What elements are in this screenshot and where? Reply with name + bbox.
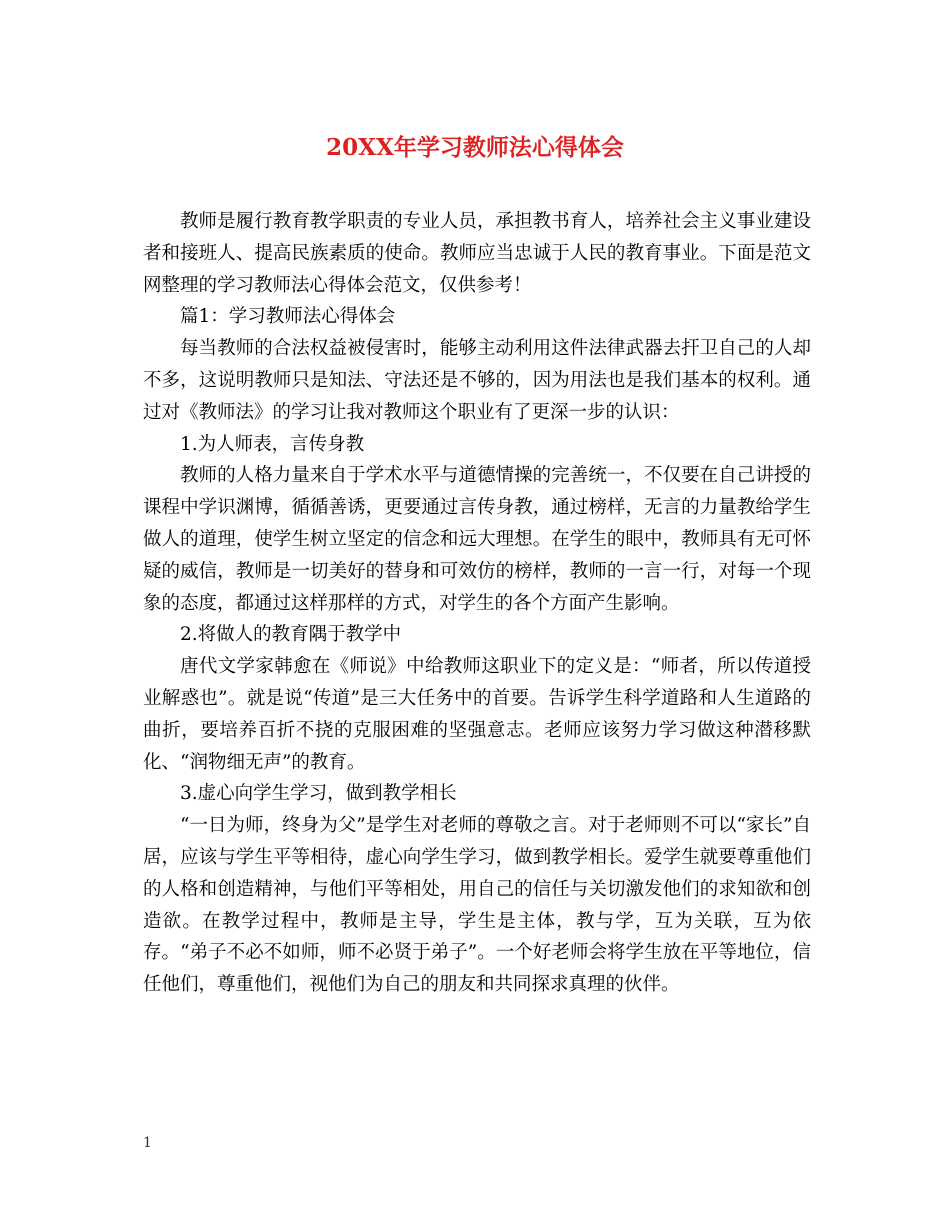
section-heading: 篇1：学习教师法心得体会	[180, 306, 396, 328]
document-body	[143, 206, 811, 1001]
numbered-heading: 2.将做人的教育隅于教学中	[180, 624, 402, 646]
document-title: 20XX年学习教师法心得体会	[326, 134, 624, 161]
page-number: 1	[143, 1135, 152, 1151]
body-paragraph: 唐代文学家韩愈在《师说》中给教师这职业下的定义是：“师者，所以传道授业解惑也”。就是说“传道”是三大任务中的首要。告诉学生科学道路和人生道路的曲折，要培养百折不挠的克服困难的坚强意志。老师应该努力学习做这种潜移默化、“润物细无声”的教育。	[143, 656, 811, 773]
intro-paragraph: 教师是履行教育教学职责的专业人员，承担教书育人，培养社会主义事业建设者和接班人、提高民族素质的使命。教师应当忠诚于人民的教育事业。下面是范文网整理的学习教师法心得体会范文，仅供参考！	[143, 211, 811, 296]
body-paragraph: “一日为师，终身为父”是学生对老师的尊敬之言。对于老师则不可以“家长”自居，应该与学生平等相待，虚心向学生学习，做到教学相长。爱学生就要尊重他们的人格和创造精神，与他们平等相处，用自己的信任与关切激发他们的求知欲和创造欲。在教学过程中，教师是主导，学生是主体，教与学，互为关联，互为依存。“弟子不必不如师，师不必贤于弟子”。一个好老师会将学生放在平等地位，信任他们，尊重他们，视他们为自己的朋友和共同探求真理的伙伴。	[143, 815, 811, 996]
numbered-heading: 1.为人师表，言传身教	[180, 433, 365, 455]
body-paragraph: 教师的人格力量来自于学术水平与道德情操的完善统一，不仅要在自己讲授的课程中学识渊博，循循善诱，更要通过言传身教，通过榜样，无言的力量教给学生做人的道理，使学生树立坚定的信念和远大理想。在学生的眼中，教师具有无可怀疑的威信，教师是一切美好的替身和可效仿的榜样，教师的一言一行，对每一个现象的态度，都通过这样那样的方式，对学生的各个方面产生影响。	[143, 465, 811, 614]
body-paragraph: 每当教师的合法权益被侵害时，能够主动利用这件法律武器去扞卫自己的人却不多，这说明教师只是知法、守法还是不够的，因为用法也是我们基本的权利。通过对《教师法》的学习让我对教师这个职业有了更深一步的认识：	[143, 338, 811, 423]
numbered-heading: 3.虚心向学生学习，做到教学相长	[180, 783, 457, 805]
